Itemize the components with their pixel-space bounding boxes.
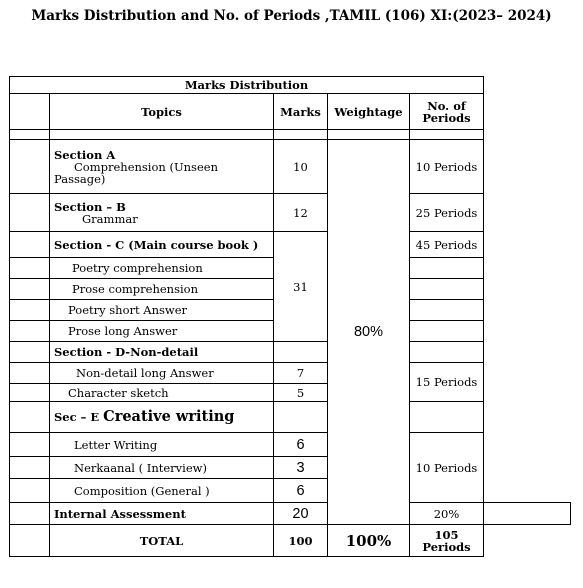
section-c-item: Prose long Answer <box>50 321 274 342</box>
header-topics: Topics <box>50 94 274 130</box>
page-title: Marks Distribution and No. of Periods ,TAMIL (106) XI:(2023– 2024) <box>31 8 552 24</box>
spacer-row <box>10 130 571 140</box>
internal-assessment-label: Internal Assessment <box>50 503 274 525</box>
table-row <box>10 342 571 363</box>
header-row <box>10 94 571 130</box>
total-row <box>10 525 571 557</box>
table-caption-row <box>10 77 571 94</box>
section-c-heading: Section - C (Main course book ) <box>50 232 274 258</box>
section-c-periods: 45 Periods <box>410 232 484 258</box>
section-b-periods: 25 Periods <box>410 194 484 232</box>
table-row <box>10 433 571 457</box>
table-row <box>10 194 571 232</box>
table-row <box>10 503 571 525</box>
internal-assessment-weightage: 20% <box>410 503 484 525</box>
section-a-item-continued: Passage) <box>54 171 106 186</box>
table-row <box>10 457 571 479</box>
section-d-item-marks: 7 <box>274 363 328 384</box>
table-row <box>10 363 571 384</box>
section-e-item: Composition (General ) <box>50 479 274 503</box>
total-weightage: 100% <box>328 525 410 557</box>
section-c-item: Poetry short Answer <box>50 300 274 321</box>
header-periods: No. of Periods <box>410 94 484 130</box>
table-row <box>10 140 571 194</box>
section-a-marks: 10 <box>274 140 328 194</box>
section-d-item-marks: 5 <box>274 384 328 402</box>
section-e-item-marks: 6 <box>274 433 328 457</box>
section-c-item: Prose comprehension <box>50 279 274 300</box>
table-row <box>10 402 571 433</box>
header-marks: Marks <box>274 94 328 130</box>
section-e-item: Letter Writing <box>50 433 274 457</box>
marks-distribution-table <box>9 76 571 557</box>
table-row <box>10 384 571 402</box>
total-periods: 105 Periods <box>410 525 484 557</box>
internal-assessment-marks: 20 <box>274 503 328 525</box>
section-e-heading-prefix: Sec – E <box>54 410 104 424</box>
section-a-heading: Section A <box>54 147 116 162</box>
header-weightage: Weightage <box>328 94 410 130</box>
section-e-item-marks: 6 <box>274 479 328 503</box>
section-e-item: Nerkaanal ( Interview) <box>50 457 274 479</box>
header-empty-cell <box>10 94 50 130</box>
section-d-periods: 15 Periods <box>410 363 484 402</box>
weightage-main: 80% <box>328 140 410 525</box>
section-d-item: Non-detail long Answer <box>50 363 274 384</box>
table-row <box>10 479 571 503</box>
total-label: TOTAL <box>50 525 274 557</box>
section-e-heading <box>50 402 274 433</box>
total-marks: 100 <box>274 525 328 557</box>
section-d-heading: Section - D-Non-detail <box>50 342 274 363</box>
section-e-heading-main: Creative writing <box>103 408 235 425</box>
section-a-periods: 10 Periods <box>410 140 484 194</box>
table-caption: Marks Distribution <box>10 77 484 94</box>
section-b-marks: 12 <box>274 194 328 232</box>
table-row <box>10 232 571 258</box>
section-c-item: Poetry comprehension <box>50 258 274 279</box>
section-e-periods: 10 Periods <box>410 433 484 503</box>
section-d-item: Character sketch <box>50 384 274 402</box>
section-c-marks: 31 <box>274 232 328 342</box>
section-e-item-marks: 3 <box>274 457 328 479</box>
section-b-item: Grammar <box>82 211 138 226</box>
section-b-heading: Section – B <box>54 199 126 214</box>
section-a-item: Comprehension (Unseen <box>74 159 218 174</box>
